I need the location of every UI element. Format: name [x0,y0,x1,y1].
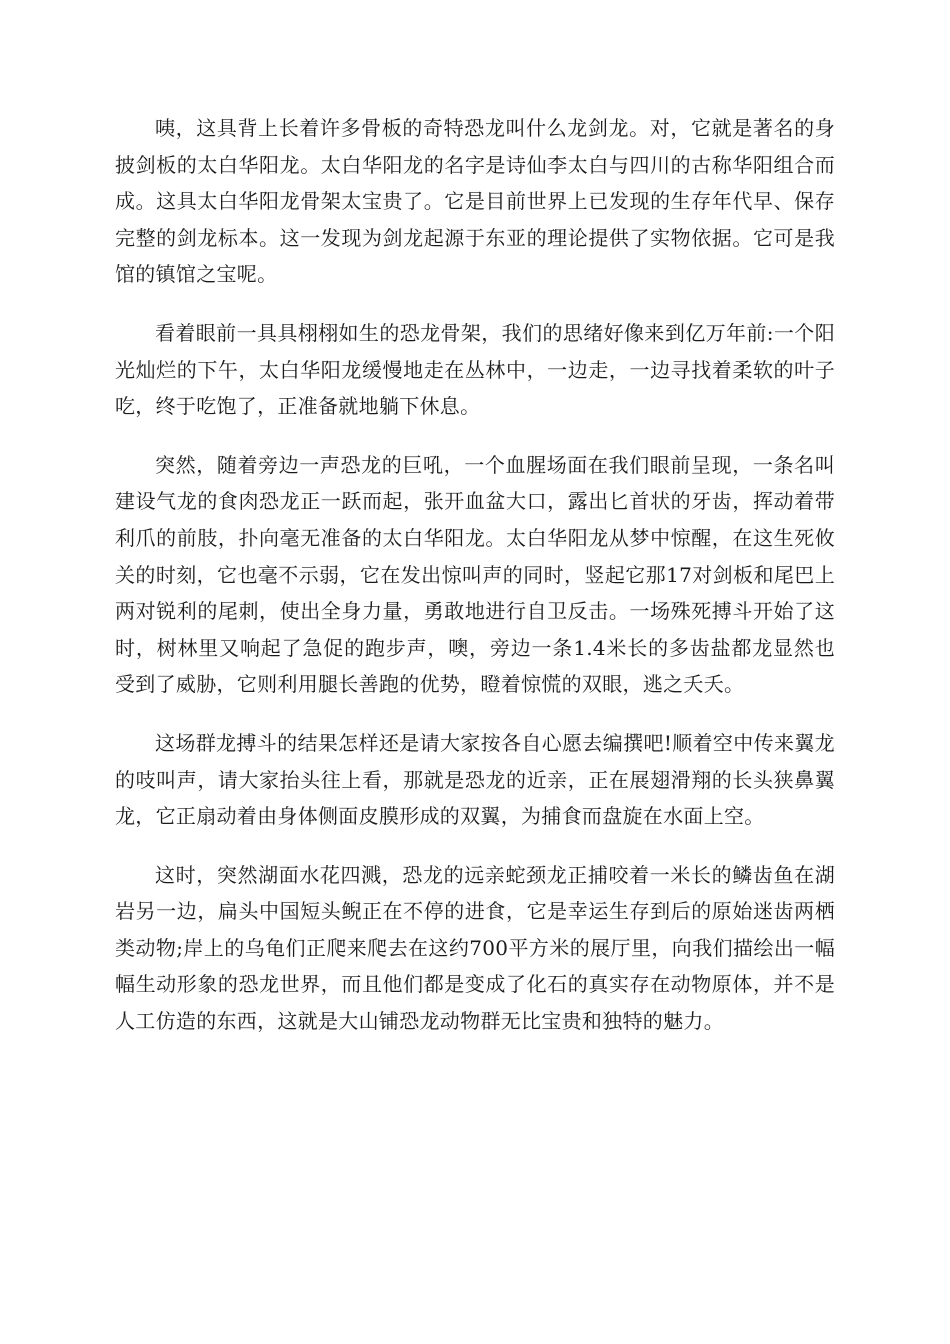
paragraph-5: 这时，突然湖面水花四溅，恐龙的远亲蛇颈龙正捕咬着一米长的鳞齿鱼在湖岩另一边，扁头中国短头鲵正在不停的进食，它是幸运生存到后的原始迷齿两栖类动物;岸上的乌龟们正爬来爬去在这约700平方米的展厅里，向我们描绘出一幅幅生动形象的恐龙世界，而且他们都是变成了化石的真实存在动物原体，并不是人工仿造的东西，这就是大山铺恐龙动物群无比宝贵和独特的魅力。 [115,862,835,1034]
paragraph-3: 突然，随着旁边一声恐龙的巨吼，一个血腥场面在我们眼前呈现，一条名叫建设气龙的食肉恐龙正一跃而起，张开血盆大口，露出匕首状的牙齿，挥动着带利爪的前肢，扑向毫无准备的太白华阳龙。太白华阳龙从梦中惊醒，在这生死攸关的时刻，它也毫不示弱，它在发出惊叫声的同时，竖起它那17对剑板和尾巴上两对锐利的尾刺，使出全身力量，勇敢地进行自卫反击。一场殊死搏斗开始了这时，树林里又响起了急促的跑步声，噢，旁边一条1.4米长的多齿盐都龙显然也受到了威胁，它则利用腿长善跑的优势，瞪着惊慌的双眼，逃之夭夭。 [115,452,835,697]
paragraph-1: 咦，这具背上长着许多骨板的奇特恐龙叫什么龙剑龙。对，它就是著名的身披剑板的太白华阳龙。太白华阳龙的名字是诗仙李太白与四川的古称华阳组合而成。这具太白华阳龙骨架太宝贵了。它是目前世界上已发现的生存年代早、保存完整的剑龙标本。这一发现为剑龙起源于东亚的理论提供了实物依据。它可是我馆的镇馆之宝呢。 [115,116,835,287]
paragraph-2: 看着眼前一具具栩栩如生的恐龙骨架，我们的思绪好像来到亿万年前:一个阳光灿烂的下午，太白华阳龙缓慢地走在丛林中，一边走，一边寻找着柔软的叶子吃，终于吃饱了，正准备就地躺下休息。 [115,320,835,419]
document-body [115,110,835,1062]
paragraph-4: 这场群龙搏斗的结果怎样还是请大家按各自心愿去编撰吧!顺着空中传来翼龙的吱叫声，请大家抬头往上看，那就是恐龙的近亲，正在展翅滑翔的长头狭鼻翼龙，它正扇动着由身体侧面皮膜形成的双翼，为捕食而盘旋在水面上空。 [115,730,835,829]
